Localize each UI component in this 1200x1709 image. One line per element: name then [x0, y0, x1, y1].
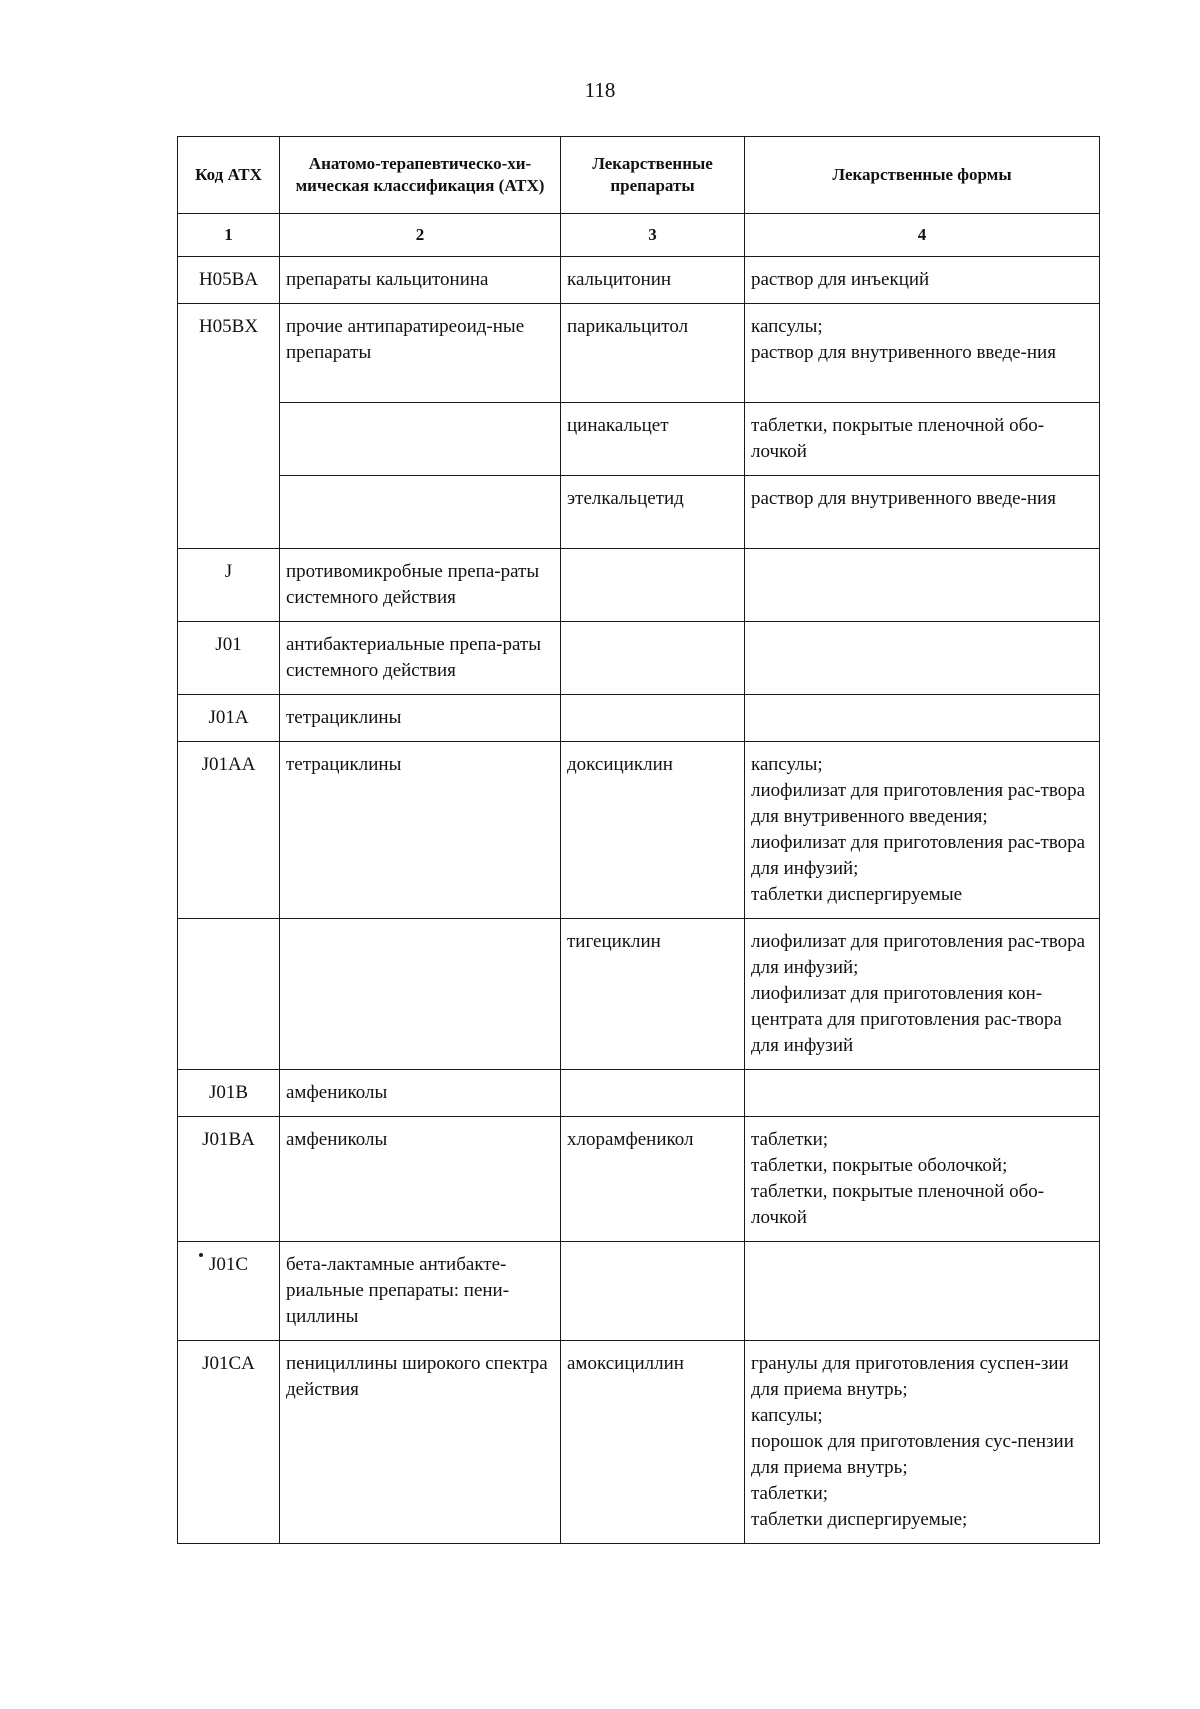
table-header-row	[178, 137, 1100, 214]
atx-code	[178, 919, 280, 1070]
forms-cell	[745, 1070, 1100, 1117]
form-line: гранулы для приготовления суспен-зии для приема внутрь;	[751, 1353, 1069, 1400]
forms-cell	[745, 919, 1100, 1070]
forms-cell	[745, 1117, 1100, 1242]
atx-code: J01A	[178, 695, 280, 742]
classification-cell: тетрациклины	[280, 742, 561, 919]
classification-cell: антибактериальные препа-раты системного действия	[280, 622, 561, 695]
forms-cell	[745, 1242, 1100, 1341]
form-line: капсулы;	[751, 316, 823, 337]
table-row	[178, 304, 1100, 403]
header-classification: Анатомо-терапевтическо-хи-мическая классификация (АТХ)	[280, 137, 561, 214]
drug-cell: хлорамфеникол	[561, 1117, 745, 1242]
classification-cell: амфениколы	[280, 1070, 561, 1117]
table-row	[178, 742, 1100, 919]
form-line: таблетки;	[751, 1483, 829, 1504]
classification-cell	[280, 919, 561, 1070]
header-forms: Лекарственные формы	[745, 137, 1100, 214]
scan-dot-mark	[199, 1253, 203, 1257]
form-line: раствор для инъекций	[751, 269, 930, 290]
column-number: 1	[178, 214, 280, 257]
drug-cell	[561, 622, 745, 695]
form-line: таблетки диспергируемые	[751, 884, 963, 905]
drug-cell: этелкальцетид	[561, 476, 745, 549]
classification-cell: тетрациклины	[280, 695, 561, 742]
column-number-row	[178, 214, 1100, 257]
drug-cell: амоксициллин	[561, 1341, 745, 1544]
form-line: таблетки, покрытые пленочной обо-лочкой	[751, 415, 1045, 462]
form-line: раствор для внутривенного введе-ния	[751, 488, 1056, 509]
drug-cell	[561, 695, 745, 742]
atx-code	[178, 476, 280, 549]
form-line: лиофилизат для приготовления рас-твора для инфузий;	[751, 931, 1086, 978]
forms-cell	[745, 476, 1100, 549]
header-drugs: Лекарственные препараты	[561, 137, 745, 214]
form-line: таблетки;	[751, 1129, 829, 1150]
column-number: 3	[561, 214, 745, 257]
classification-cell	[280, 476, 561, 549]
table-row	[178, 476, 1100, 549]
forms-cell	[745, 304, 1100, 403]
classification-cell: прочие антипаратиреоид-ные препараты	[280, 304, 561, 403]
forms-cell	[745, 622, 1100, 695]
form-line: капсулы;	[751, 1405, 823, 1426]
form-line: капсулы;	[751, 754, 823, 775]
column-number: 2	[280, 214, 561, 257]
drug-cell	[561, 549, 745, 622]
form-line: порошок для приготовления сус-пензии для приема внутрь;	[751, 1431, 1074, 1478]
atx-code: H05BX	[178, 304, 280, 403]
drug-cell: цинакальцет	[561, 403, 745, 476]
form-line: раствор для внутривенного введе-ния	[751, 342, 1056, 363]
atx-code: J01C	[178, 1242, 280, 1341]
form-line: таблетки, покрытые пленочной обо-лочкой	[751, 1181, 1045, 1228]
form-line: лиофилизат для приготовления рас-твора для внутривенного введения;	[751, 780, 1086, 827]
forms-cell	[745, 549, 1100, 622]
table-row	[178, 695, 1100, 742]
atx-code: J01CA	[178, 1341, 280, 1544]
drug-cell: тигециклин	[561, 919, 745, 1070]
forms-cell	[745, 257, 1100, 304]
atx-code: H05BA	[178, 257, 280, 304]
classification-cell: препараты кальцитонина	[280, 257, 561, 304]
classification-cell: амфениколы	[280, 1117, 561, 1242]
drug-cell: кальцитонин	[561, 257, 745, 304]
table-row	[178, 919, 1100, 1070]
atx-code: J01	[178, 622, 280, 695]
form-line: таблетки диспергируемые;	[751, 1509, 968, 1530]
drug-cell: доксициклин	[561, 742, 745, 919]
table-row	[178, 549, 1100, 622]
table-row	[178, 257, 1100, 304]
forms-cell	[745, 403, 1100, 476]
table-row	[178, 1242, 1100, 1341]
form-line: таблетки, покрытые оболочкой;	[751, 1155, 1008, 1176]
table-row	[178, 1070, 1100, 1117]
forms-cell	[745, 695, 1100, 742]
table-row	[178, 622, 1100, 695]
page-number: 118	[584, 78, 616, 102]
drug-cell	[561, 1070, 745, 1117]
atx-code: J01AA	[178, 742, 280, 919]
form-line: лиофилизат для приготовления кон-центрата для приготовления рас-твора для инфузий	[751, 983, 1062, 1056]
atx-code: J01B	[178, 1070, 280, 1117]
classification-cell: бета-лактамные антибакте-риальные препараты: пени-циллины	[280, 1242, 561, 1341]
table-row	[178, 1117, 1100, 1242]
forms-cell	[745, 742, 1100, 919]
header-code: Код АТХ	[178, 137, 280, 214]
atx-code: J	[178, 549, 280, 622]
form-line: лиофилизат для приготовления рас-твора для инфузий;	[751, 832, 1086, 879]
classification-cell	[280, 403, 561, 476]
table-row	[178, 1341, 1100, 1544]
column-number: 4	[745, 214, 1100, 257]
table-row	[178, 403, 1100, 476]
forms-cell	[745, 1341, 1100, 1544]
drug-cell: парикальцитол	[561, 304, 745, 403]
atx-code	[178, 403, 280, 476]
drug-cell	[561, 1242, 745, 1341]
classification-cell: пенициллины широкого спектра действия	[280, 1341, 561, 1544]
atx-code: J01BA	[178, 1117, 280, 1242]
classification-cell: противомикробные препа-раты системного действия	[280, 549, 561, 622]
atx-drug-table	[177, 136, 1100, 1544]
